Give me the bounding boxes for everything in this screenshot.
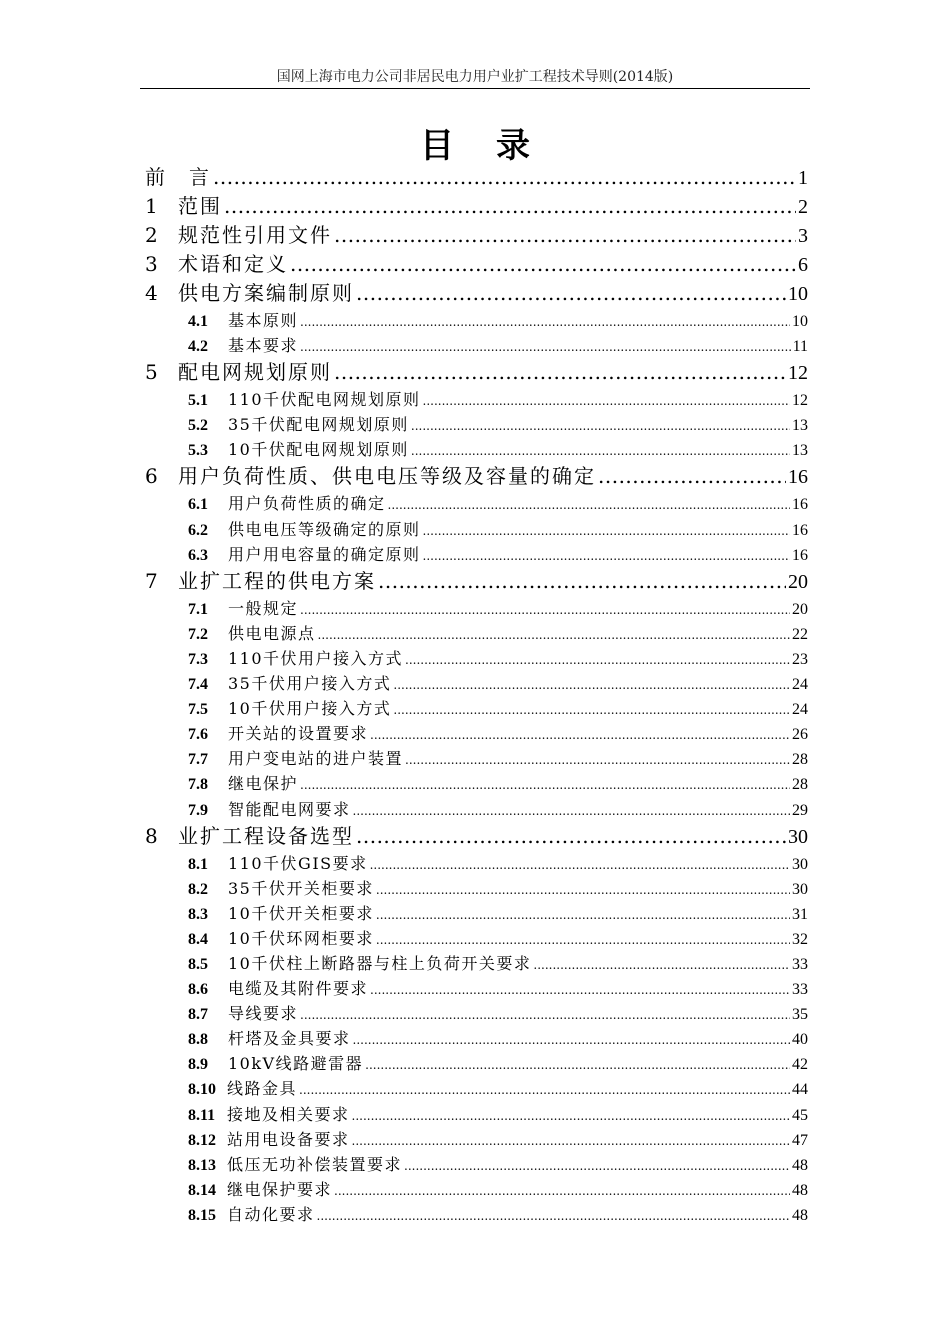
toc-entry[interactable] (145, 671, 808, 696)
toc-entry-title: 110千伏用户接入方式 (228, 648, 404, 668)
toc-entry[interactable] (145, 646, 808, 671)
toc-entry-page: 35 (792, 1006, 808, 1024)
toc-entry[interactable] (145, 771, 808, 796)
toc-entry-page: 47 (792, 1131, 808, 1149)
toc-entry-title: 前 言 (145, 165, 211, 189)
toc-entry-page: 31 (792, 905, 808, 923)
toc-entry-page: 22 (792, 625, 808, 643)
toc-entry-page: 10 (792, 313, 808, 330)
toc-entry-title: 35千伏配电网规划原则 (228, 415, 409, 435)
toc-entry-page: 30 (792, 880, 808, 898)
toc-entry-title: 站用电设备要求 (227, 1129, 350, 1149)
toc-entry-page: 30 (792, 855, 808, 873)
toc-entry-title: 杆塔及金具要求 (228, 1029, 351, 1049)
toc-entry-page: 45 (792, 1106, 808, 1124)
toc-entry-page: 48 (792, 1181, 808, 1199)
toc-dot-leader (353, 799, 790, 824)
toc-entry-page: 16 (788, 466, 808, 489)
toc-dot-leader (533, 953, 790, 978)
toc-entry-page: 20 (788, 570, 808, 593)
toc-entry[interactable] (145, 976, 808, 1001)
toc-dot-leader (300, 335, 791, 360)
toc-entry[interactable] (145, 542, 808, 567)
toc-entry-page: 28 (792, 776, 808, 794)
toc-entry-title: 用户变电站的进户装置 (228, 749, 404, 769)
title-char-1: 目 (420, 126, 454, 166)
toc-entry[interactable] (145, 517, 808, 542)
toc-dot-leader (300, 1003, 790, 1028)
toc-entry[interactable] (145, 412, 808, 437)
toc-entry-page: 44 (792, 1081, 808, 1099)
toc-dot-leader (370, 853, 790, 878)
toc-entry[interactable] (145, 1177, 808, 1202)
toc-entry-page: 42 (792, 1056, 808, 1074)
toc-dot-leader (300, 310, 790, 335)
toc-entry-title: 基本原则 (228, 311, 299, 330)
toc-dot-leader (405, 648, 790, 673)
toc-entry-number: 7.4 (188, 676, 208, 694)
toc-entry-page: 24 (792, 701, 808, 719)
toc-entry-number: 7.7 (188, 751, 208, 769)
toc-entry-title: 供电方案编制原则 (178, 281, 354, 305)
toc-entry-number: 8.6 (188, 981, 208, 999)
toc-dot-leader (405, 748, 790, 773)
toc-entry-title: 范围 (178, 194, 222, 218)
toc-entry-page: 40 (792, 1031, 808, 1049)
toc-entry-number: 8 (145, 823, 158, 848)
toc-entry-title: 10千伏用户接入方式 (228, 699, 392, 719)
toc-entry-page: 32 (792, 930, 808, 948)
toc-entry[interactable] (145, 822, 808, 851)
toc-entry[interactable] (145, 721, 808, 746)
toc-entry-title: 接地及相关要求 (227, 1104, 350, 1124)
toc-entry-page: 29 (792, 801, 808, 819)
toc-entry[interactable] (145, 491, 808, 516)
toc-entry-page: 33 (792, 955, 808, 973)
toc-dot-leader (423, 389, 790, 414)
toc-entry-number: 8.13 (188, 1156, 216, 1174)
toc-entry-title: 10kV线路避雷器 (228, 1054, 364, 1074)
toc-dot-leader (299, 1078, 790, 1103)
toc-dot-leader (370, 978, 790, 1003)
toc-entry-title: 110千伏GIS要求 (228, 853, 368, 873)
toc-entry-number: 2 (145, 223, 158, 247)
toc-dot-leader (353, 1028, 790, 1053)
toc-entry-number: 6.1 (188, 496, 208, 514)
toc-entry[interactable] (145, 797, 808, 822)
toc-entry[interactable] (145, 696, 808, 721)
toc-dot-leader (356, 279, 786, 308)
toc-entry[interactable] (145, 951, 808, 976)
toc-entry[interactable] (145, 1202, 808, 1227)
toc-entry-number: 8.5 (188, 955, 208, 973)
toc-entry[interactable] (145, 851, 808, 876)
toc-entry-title: 基本要求 (228, 336, 299, 356)
toc-entry-page: 24 (792, 676, 808, 694)
toc-entry-title: 电缆及其附件要求 (228, 979, 369, 999)
toc-entry-title: 智能配电网要求 (228, 799, 351, 819)
toc-dot-leader (356, 822, 786, 851)
toc-entry-number: 8.1 (188, 855, 208, 873)
toc-dot-leader (317, 1204, 790, 1229)
toc-entry-title: 业扩工程设备选型 (178, 823, 354, 848)
toc-entry-number: 4.2 (188, 338, 208, 356)
toc-entry[interactable] (145, 1026, 808, 1051)
toc-entry-page: 6 (798, 254, 808, 276)
toc-entry-title: 继电保护要求 (227, 1179, 333, 1199)
toc-entry[interactable] (145, 567, 808, 596)
toc-entry-number: 8.14 (188, 1181, 216, 1199)
toc-entry-title: 10千伏柱上断路器与柱上负荷开关要求 (228, 953, 532, 973)
toc-entry-number: 6.2 (188, 521, 208, 539)
toc-dot-leader (376, 928, 790, 953)
toc-entry[interactable] (145, 1051, 808, 1076)
toc-entry-number: 8.10 (188, 1081, 216, 1099)
toc-entry-title: 用户负荷性质、供电电压等级及容量的确定 (178, 464, 596, 489)
toc-entry-page: 11 (792, 338, 808, 356)
toc-dot-leader (388, 493, 790, 518)
toc-entry[interactable] (145, 308, 808, 333)
toc-dot-leader (404, 1154, 790, 1179)
toc-entry-page: 26 (792, 726, 808, 744)
toc-entry-number: 8.11 (188, 1106, 216, 1124)
table-of-contents (145, 163, 808, 1227)
toc-entry-title: 10千伏开关柜要求 (228, 903, 374, 923)
toc-entry[interactable] (145, 221, 808, 250)
toc-dot-leader (370, 723, 790, 748)
toc-dot-leader (290, 250, 796, 279)
toc-dot-leader (352, 1129, 790, 1154)
toc-entry-page: 3 (798, 225, 808, 247)
toc-entry-number: 4 (145, 281, 158, 305)
toc-entry-number: 8.12 (188, 1131, 216, 1149)
toc-entry-number: 5.1 (188, 392, 208, 410)
toc-entry-number: 3 (145, 252, 158, 276)
toc-entry[interactable] (145, 1076, 808, 1101)
toc-entry-page: 48 (792, 1206, 808, 1224)
page-title (0, 118, 950, 167)
toc-entry-page: 16 (792, 521, 808, 539)
toc-entry-title: 规范性引用文件 (178, 223, 332, 247)
toc-entry-number: 1 (145, 194, 158, 218)
toc-entry[interactable] (145, 279, 808, 308)
toc-entry-number: 7.8 (188, 776, 208, 794)
toc-dot-leader (411, 439, 790, 464)
toc-entry-page: 1 (798, 167, 808, 189)
toc-entry[interactable] (145, 621, 808, 646)
toc-entry-number: 6.3 (188, 546, 208, 564)
toc-entry-page: 12 (792, 392, 808, 410)
toc-entry-title: 自动化要求 (227, 1204, 315, 1224)
toc-dot-leader (213, 163, 796, 192)
toc-entry-number: 8.7 (188, 1006, 208, 1024)
toc-entry-page: 10 (788, 283, 808, 305)
toc-entry[interactable] (145, 333, 808, 358)
toc-dot-leader (334, 221, 796, 250)
toc-entry[interactable] (145, 163, 808, 192)
toc-entry-page: 33 (792, 981, 808, 999)
toc-entry-number: 8.4 (188, 930, 208, 948)
toc-dot-leader (352, 1104, 790, 1129)
toc-entry-number: 8.3 (188, 905, 208, 923)
toc-entry-page: 12 (788, 362, 808, 385)
toc-dot-leader (224, 192, 796, 221)
toc-dot-leader (378, 567, 786, 596)
toc-entry-title: 110千伏配电网规划原则 (228, 390, 421, 410)
toc-entry[interactable] (145, 746, 808, 771)
toc-entry-number: 5.3 (188, 442, 208, 460)
toc-dot-leader (365, 1053, 790, 1078)
toc-entry-number: 7 (145, 568, 158, 593)
toc-entry[interactable] (145, 1001, 808, 1026)
toc-entry-title: 用户负荷性质的确定 (228, 494, 386, 514)
toc-entry-number: 7.5 (188, 701, 208, 719)
toc-entry-number: 5 (145, 360, 158, 385)
toc-entry-page: 13 (792, 442, 808, 460)
toc-entry-number: 8.9 (188, 1056, 208, 1074)
toc-entry-number: 7.9 (188, 801, 208, 819)
toc-entry-title: 配电网规划原则 (178, 360, 332, 385)
toc-dot-leader (334, 1179, 790, 1204)
toc-entry-title: 低压无功补偿装置要求 (227, 1154, 403, 1174)
toc-entry-title: 导线要求 (228, 1004, 299, 1024)
toc-entry-number: 7.3 (188, 650, 208, 668)
toc-entry-page: 23 (792, 650, 808, 668)
toc-entry[interactable] (145, 1127, 808, 1152)
toc-dot-leader (411, 414, 790, 439)
toc-dot-leader (318, 623, 790, 648)
toc-dot-leader (393, 673, 790, 698)
toc-entry-number: 7.2 (188, 625, 208, 643)
toc-dot-leader (376, 878, 790, 903)
toc-dot-leader (393, 698, 790, 723)
toc-entry-page: 16 (792, 546, 808, 564)
toc-dot-leader (423, 519, 790, 544)
toc-entry-title: 供电电源点 (228, 623, 316, 643)
header-rule (140, 88, 810, 89)
toc-entry-page: 16 (792, 496, 808, 514)
toc-entry-title: 35千伏用户接入方式 (228, 674, 392, 694)
toc-entry[interactable] (145, 1152, 808, 1177)
toc-entry-number: 7.6 (188, 726, 208, 744)
toc-entry[interactable] (145, 926, 808, 951)
toc-dot-leader (598, 462, 786, 491)
toc-entry-title: 用户用电容量的确定原则 (228, 544, 421, 564)
toc-dot-leader (334, 358, 786, 387)
toc-entry-page: 2 (798, 196, 808, 218)
toc-entry-title: 术语和定义 (178, 252, 288, 276)
toc-entry-title: 继电保护 (228, 774, 299, 794)
toc-entry[interactable] (145, 1102, 808, 1127)
toc-dot-leader (300, 598, 790, 623)
toc-entry[interactable] (145, 901, 808, 926)
toc-entry-number: 6 (145, 464, 158, 489)
toc-entry[interactable] (145, 437, 808, 462)
toc-entry[interactable] (145, 596, 808, 621)
toc-entry-title: 供电电压等级确定的原则 (228, 519, 421, 539)
toc-entry-page: 28 (792, 751, 808, 769)
toc-entry-title: 35千伏开关柜要求 (228, 878, 374, 898)
toc-entry[interactable] (145, 192, 808, 221)
toc-entry[interactable] (145, 462, 808, 491)
toc-entry[interactable] (145, 358, 808, 387)
toc-entry-title: 业扩工程的供电方案 (178, 568, 376, 593)
toc-entry-page: 13 (792, 417, 808, 435)
running-header: 国网上海市电力公司非居民电力用户业扩工程技术导则(2014版) (276, 69, 674, 85)
toc-entry-number: 7.1 (188, 600, 208, 618)
toc-entry-number: 8.2 (188, 880, 208, 898)
toc-dot-leader (376, 903, 790, 928)
toc-entry-page: 20 (792, 600, 808, 618)
toc-entry-title: 线路金具 (227, 1079, 298, 1099)
toc-entry-title: 10千伏环网柜要求 (228, 928, 374, 948)
toc-entry-title: 一般规定 (228, 598, 299, 618)
toc-entry[interactable] (145, 250, 808, 279)
toc-entry[interactable] (145, 387, 808, 412)
toc-entry-number: 8.8 (188, 1031, 208, 1049)
toc-entry-number: 4.1 (188, 313, 208, 330)
toc-entry-number: 5.2 (188, 417, 208, 435)
toc-entry-title: 10千伏配电网规划原则 (228, 440, 409, 460)
toc-entry-number: 8.15 (188, 1206, 216, 1224)
toc-entry[interactable] (145, 876, 808, 901)
toc-entry-page: 30 (788, 825, 808, 848)
toc-dot-leader (423, 544, 790, 569)
title-char-2: 录 (496, 126, 530, 166)
toc-dot-leader (300, 773, 790, 798)
toc-entry-page: 48 (792, 1156, 808, 1174)
toc-entry-title: 开关站的设置要求 (228, 724, 369, 744)
